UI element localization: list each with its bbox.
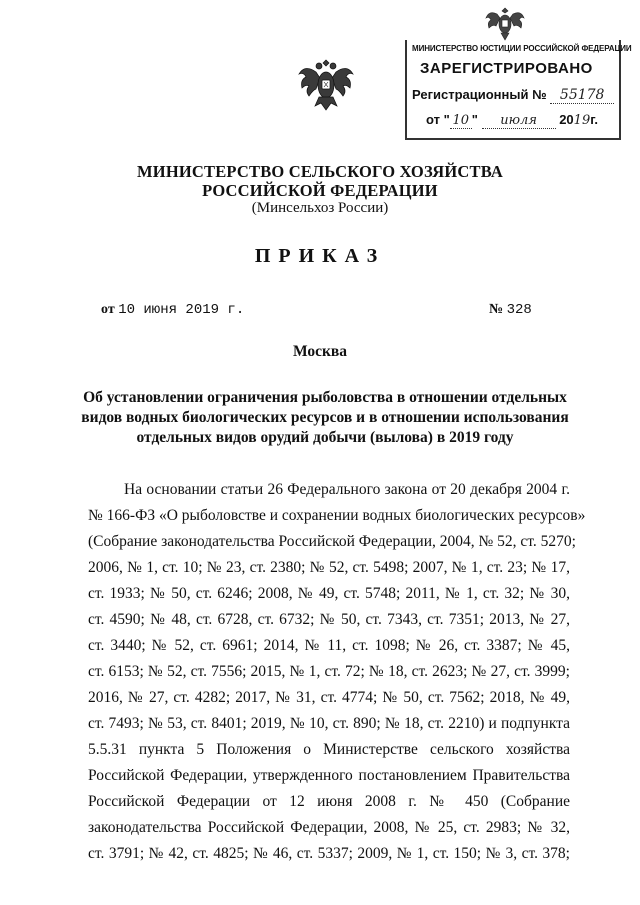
stamp-year-prefix: 20 [559, 112, 574, 127]
body-line: (Собрание законодательства Российской Федерации, 2004, № 52, ст. 5270; [88, 533, 576, 550]
order-date-value: 10 июня 2019 г. [118, 302, 245, 318]
stamp-year-end: г. [590, 112, 598, 127]
body-line: ст. 3440; № 52, ст. 6961; 2014, № 11, ст. 1098; № 26, ст. 3387; № 45, [88, 637, 570, 654]
order-date-label: от [101, 302, 115, 317]
stamp-ministry-of-justice: МИНИСТЕРСТВО ЮСТИЦИИ РОССИЙСКОЙ ФЕДЕРАЦИИ [412, 44, 632, 53]
stamp-year-suffix: 19 [573, 113, 591, 128]
document-title: Об установлении ограничения рыболовства в отношении отдельных видов водных биологических ресурсов и в отношении использования отдельных видов орудий добычи (вылова) в 2019 году [81, 389, 569, 446]
order-number-label: № [489, 302, 504, 317]
body-line: На основании статьи 26 Федерального закона от 20 декабря 2004 г. [124, 481, 570, 498]
ministry-name-line2: РОССИЙСКОЙ ФЕДЕРАЦИИ [202, 181, 438, 200]
body-line: ст. 6153; № 52, ст. 7556; 2015, № 1, ст. 72; № 18, ст. 2623; № 27, ст. 3999; [88, 663, 570, 680]
order-number [489, 302, 532, 318]
body-line: 2016, № 27, ст. 4282; 2017, № 31, ст. 4774; № 50, ст. 7562; 2018, № 49, [88, 689, 570, 706]
ministry-short-name: (Минсельхоз России) [251, 200, 389, 216]
document-type-heading: ПРИКАЗ [254, 245, 386, 267]
stamp-day: 10 [450, 113, 472, 129]
city: Москва [292, 343, 348, 360]
coat-of-arms-icon [297, 58, 355, 114]
stamp-reg-number: 55178 [550, 87, 614, 104]
stamp-from-label: от [426, 112, 440, 127]
body-line: ст. 1933; № 50, ст. 6246; 2008, № 49, ст. 5748; 2011, № 1, ст. 32; № 30, [88, 585, 570, 602]
order-date [101, 302, 244, 318]
stamp-coat-of-arms-icon [483, 4, 527, 42]
body-line: 2006, № 1, ст. 10; № 23, ст. 2380; № 52, ст. 5498; 2007, № 1, ст. 23; № 17, [88, 559, 570, 576]
body-line: Российской Федерации от 12 июня 2008 г. № 450 (Собрание [88, 793, 570, 810]
body-line: Российской Федерации, утвержденного постановлением Правительства [88, 767, 570, 784]
stamp-reg-label: Регистрационный № [412, 87, 547, 102]
stamp-registered: ЗАРЕГИСТРИРОВАНО [420, 60, 593, 77]
body-line: законодательства Российской Федерации, 2008, № 25, ст. 2983; № 32, [88, 819, 570, 836]
body-line: 5.5.31 пункта 5 Положения о Министерстве сельского хозяйства [88, 741, 570, 758]
stamp-registration-date: от " 10 " июля 2019г. [426, 112, 598, 128]
order-number-value: 328 [506, 302, 532, 318]
body-line: ст. 4590; № 48, ст. 6728, ст. 6732; № 50, ст. 7343, ст. 7351; 2013, № 27, [88, 611, 570, 628]
stamp-registration-number [412, 87, 614, 104]
body-line: ст. 7493; № 53, ст. 8401; 2019, № 10, ст. 890; № 18, ст. 2210) и подпункта [88, 715, 570, 732]
stamp-month: июля [482, 113, 556, 129]
body-line: ст. 3791; № 42, ст. 4825; № 46, ст. 5337; 2009, № 1, ст. 150; № 3, ст. 378; [88, 845, 570, 862]
ministry-name-line1: МИНИСТЕРСТВО СЕЛЬСКОГО ХОЗЯЙСТВА [137, 162, 503, 181]
body-line: № 166-ФЗ «О рыболовстве и сохранении водных биологических ресурсов» [88, 507, 586, 524]
